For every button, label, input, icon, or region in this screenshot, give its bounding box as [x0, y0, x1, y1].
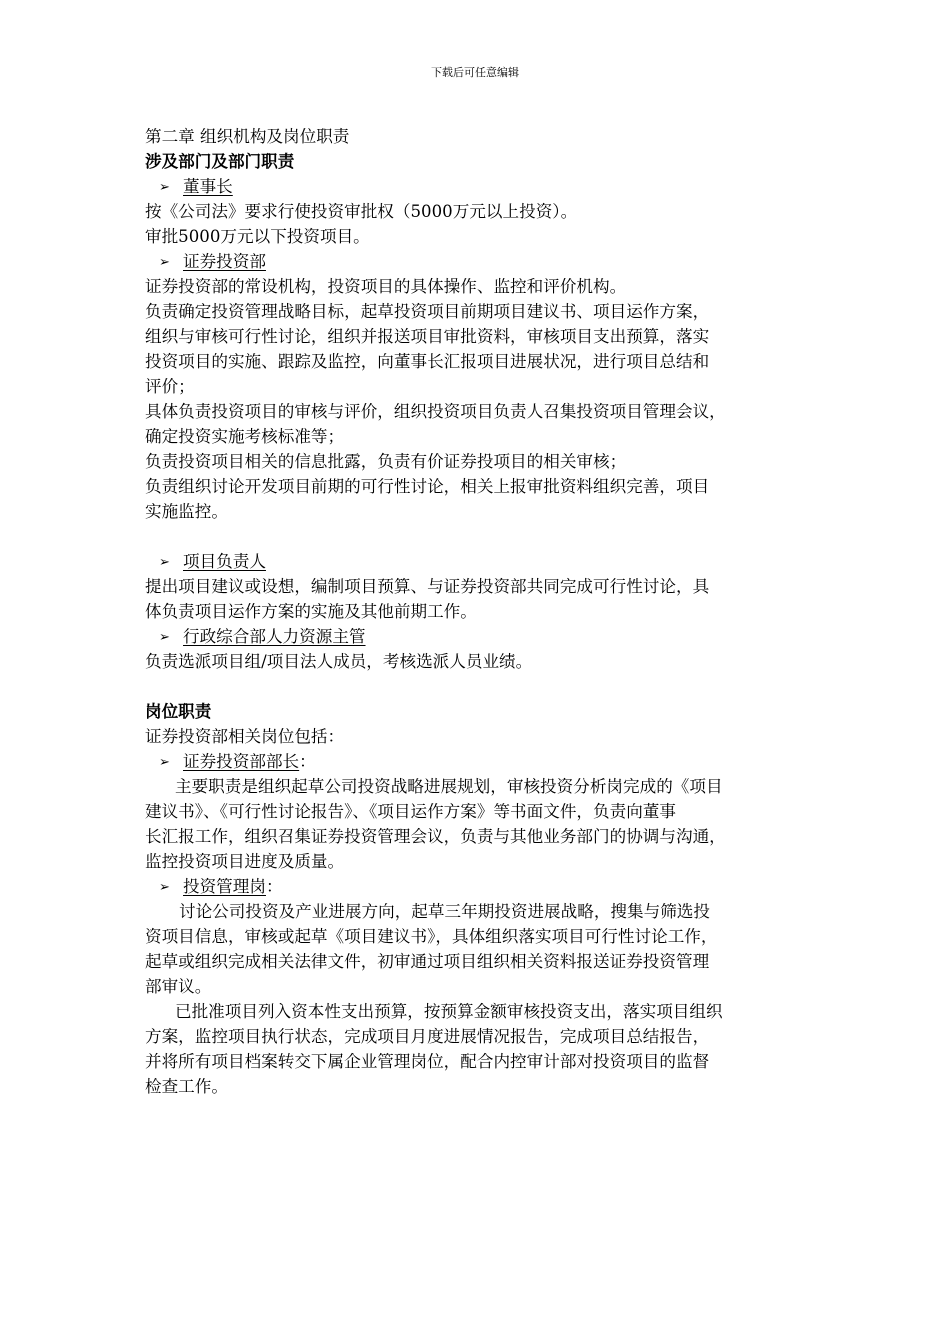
- bullet-suffix: ：: [299, 752, 316, 771]
- arrow-bullet-icon: ➢: [159, 880, 170, 895]
- text-line: 负责投资项目相关的信息批露，负责有价证券投项目的相关审核；: [145, 452, 627, 471]
- text-line: 讨论公司投资及产业进展方向，起草三年期投资进展战略，搜集与筛选投: [179, 902, 710, 921]
- text-line: 具体负责投资项目的审核与评价，组织投资项目负责人召集投资项目管理会议，: [145, 402, 726, 421]
- bullet-label: 证券投资部: [183, 252, 266, 271]
- arrow-bullet-icon: ➢: [159, 255, 170, 270]
- chapter-title: 第二章 组织机构及岗位职责: [145, 127, 350, 146]
- text-line: 体负责项目运作方案的实施及其他前期工作。: [145, 602, 477, 621]
- blank-line: [145, 674, 825, 699]
- bullet-invest-mgmt: [145, 874, 825, 899]
- bullet-label: 投资管理岗: [183, 877, 266, 896]
- bullet-label: 证券投资部部长: [183, 752, 300, 771]
- bullet-project-lead: [145, 549, 825, 574]
- bullet-label: 行政综合部人力资源主管: [183, 627, 366, 646]
- text-line: 证券投资部相关岗位包括：: [145, 727, 345, 746]
- text-line: 实施监控。: [145, 502, 228, 521]
- text-line: 投资项目的实施、跟踪及监控，向董事长汇报项目进展状况，进行项目总结和: [145, 352, 710, 371]
- arrow-bullet-icon: ➢: [159, 630, 170, 645]
- bullet-label: 项目负责人: [183, 552, 266, 571]
- text-line: 资项目信息，审核或起草《项目建议书》，具体组织落实项目可行性讨论工作，: [145, 927, 718, 946]
- text-line: 按《公司法》要求行使投资审批权（5000万元以上投资）。: [145, 202, 578, 221]
- section-heading-departments: 涉及部门及部门职责: [145, 151, 295, 171]
- arrow-bullet-icon: ➢: [159, 755, 170, 770]
- bullet-hr-admin: [145, 624, 825, 649]
- text-line: 组织与审核可行性讨论，组织并报送项目审批资料，审核项目支出预算，落实: [145, 327, 710, 346]
- text-line: 审批5000万元以下投资项目。: [145, 227, 370, 246]
- bullet-dept-head: [145, 749, 825, 774]
- text-line: 建议书》、《可行性讨论报告》、《项目运作方案》等书面文件，负责向董事: [145, 802, 676, 821]
- text-line: 负责组织讨论开发项目前期的可行性讨论，相关上报审批资料组织完善，项目: [145, 477, 710, 496]
- text-line: 主要职责是组织起草公司投资战略进展规划，审核投资分析岗完成的《项目: [175, 777, 723, 796]
- document-body: [145, 124, 825, 1099]
- text-line: 确定投资实施考核标准等；: [145, 427, 345, 446]
- section-heading-positions: 岗位职责: [145, 701, 212, 721]
- arrow-bullet-icon: ➢: [159, 555, 170, 570]
- text-line: 负责确定投资管理战略目标，起草投资项目前期项目建议书、项目运作方案，: [145, 302, 710, 321]
- text-line: 监控投资项目进度及质量。: [145, 852, 345, 871]
- text-line: 方案，监控项目执行状态，完成项目月度进展情况报告，完成项目总结报告，: [145, 1027, 710, 1046]
- text-line: 长汇报工作，组织召集证券投资管理会议，负责与其他业务部门的协调与沟通，: [145, 827, 726, 846]
- arrow-bullet-icon: ➢: [159, 180, 170, 195]
- text-line: 已批准项目列入资本性支出预算，按预算金额审核投资支出，落实项目组织: [175, 1002, 723, 1021]
- text-line: 部审议。: [145, 977, 212, 996]
- text-line: 评价；: [145, 377, 195, 396]
- text-line: 负责选派项目组/项目法人成员，考核选派人员业绩。: [145, 652, 533, 671]
- blank-line: [145, 524, 825, 549]
- text-line: 证券投资部的常设机构，投资项目的具体操作、监控和评价机构。: [145, 277, 627, 296]
- text-line: 检查工作。: [145, 1077, 228, 1096]
- bullet-securities-dept: [145, 249, 825, 274]
- bullet-suffix: ：: [265, 877, 283, 896]
- text-line: 并将所有项目档案转交下属企业管理岗位，配合内控审计部对投资项目的监督: [145, 1052, 710, 1071]
- text-line: 起草或组织完成相关法律文件，初审通过项目组织相关资料报送证券投资管理: [145, 952, 710, 971]
- page-header-note: 下载后可任意编辑: [431, 66, 519, 79]
- text-line: 提出项目建议或设想，编制项目预算、与证券投资部共同完成可行性讨论，具: [145, 577, 710, 596]
- bullet-chairman: [145, 174, 825, 199]
- bullet-label: 董事长: [183, 177, 233, 196]
